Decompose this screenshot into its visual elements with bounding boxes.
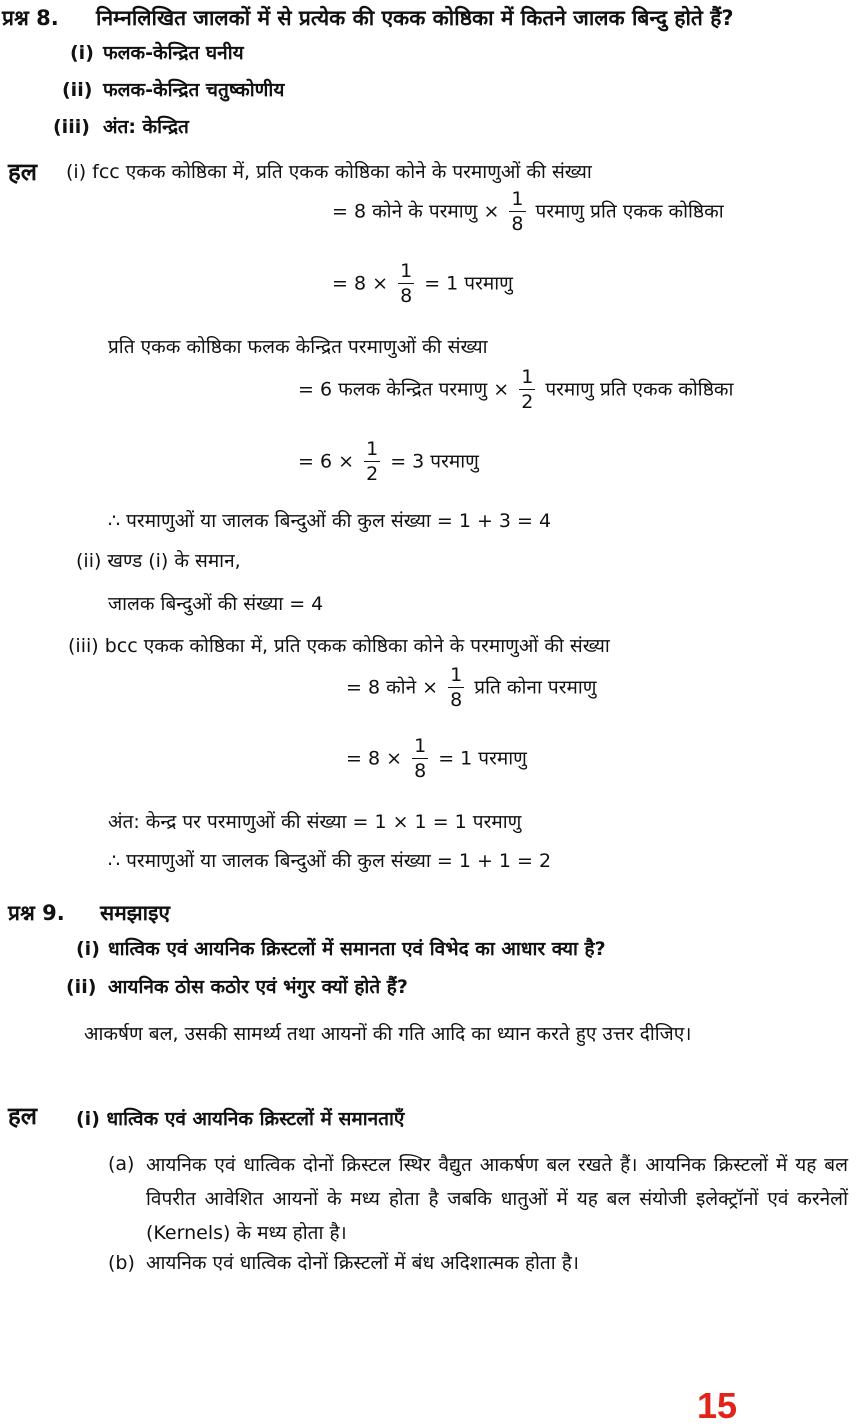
- fraction-num: 1: [521, 366, 534, 388]
- q9-text: समझाइए: [100, 901, 170, 925]
- sol9-label: हल: [8, 1102, 38, 1130]
- sol8-eq5: [346, 666, 597, 710]
- q9-label: प्रश्न 9.: [8, 901, 65, 925]
- sol9-a-num: (a): [108, 1153, 135, 1175]
- sol8-eq2-pre: = 8 ×: [332, 272, 389, 295]
- sol8-iii: (iii) bcc एकक कोष्ठिका में, प्रति एकक कोष्ठिका कोने के परमाणुओं की संख्या: [68, 635, 610, 657]
- fraction-num: 1: [511, 188, 524, 210]
- sol8-ii-result: जालक बिन्दुओं की संख्या = 4: [108, 593, 324, 615]
- q8-item-3-num: (iii): [53, 116, 90, 138]
- q8-text: निम्नलिखित जालकों में से प्रत्येक की एकक कोष्ठिका में कितने जालक बिन्दु होते हैं?: [96, 6, 734, 30]
- q9-item-2-num: (ii): [66, 976, 97, 998]
- q9-item-2: आयनिक ठोस कठोर एवं भंगुर क्यों होते हैं?: [108, 976, 408, 998]
- sol8-eq3: [298, 368, 733, 412]
- fraction: [448, 666, 464, 710]
- q8-item-2: फलक-केन्द्रित चतुष्कोणीय: [103, 79, 285, 101]
- fraction-den: 8: [450, 689, 463, 711]
- fraction-num: 1: [414, 735, 427, 757]
- fraction: [509, 190, 525, 234]
- sol8-total1: ∴ परमाणुओं या जालक बिन्दुओं की कुल संख्या = 1 + 3 = 4: [108, 510, 552, 532]
- fraction-den: 2: [521, 391, 534, 413]
- sol8-eq1-pre: = 8 कोने के परमाणु ×: [332, 200, 500, 223]
- sol8-eq1-post: परमाणु प्रति एकक कोष्ठिका: [535, 200, 724, 223]
- fraction-den: 8: [414, 760, 427, 782]
- fraction-den: 2: [366, 463, 379, 485]
- sol8-p2: प्रति एकक कोष्ठिका फलक केन्द्रित परमाणुओं की संख्या: [108, 336, 488, 358]
- q9-item-1-num: (i): [76, 938, 100, 960]
- fraction: [412, 737, 428, 781]
- sol8-eq2-post: = 1 परमाणु: [424, 272, 513, 295]
- fraction-num: 1: [366, 438, 379, 460]
- q8-item-2-num: (ii): [62, 79, 93, 101]
- sol8-eq5-post: प्रति कोना परमाणु: [474, 676, 597, 699]
- fraction-num: 1: [450, 664, 463, 686]
- q8-label: प्रश्न 8.: [2, 6, 59, 30]
- q9-item-1: धात्विक एवं आयनिक क्रिस्टलों में समानता एवं विभेद का आधार क्या है?: [108, 938, 606, 960]
- sol8-eq6: [346, 737, 527, 781]
- sol8-label: हल: [8, 158, 38, 186]
- sol9-a-text: आयनिक एवं धात्विक दोनों क्रिस्टल स्थिर वैद्युत आकर्षण बल रखते हैं। आयनिक क्रिस्टलों में यह बल विपरीत आवेशित आयनों के मध्य होता है जबकि धातुओं में यह बल संयोजी इलेक्ट्रॉनों एवं करनेलों (Kernels) के मध्य होता है।: [146, 1154, 848, 1244]
- sol9-b-num: (b): [108, 1252, 135, 1274]
- q8-item-1: फलक-केन्द्रित घनीय: [103, 42, 244, 64]
- q8-item-3: अंत: केन्द्रित: [103, 116, 189, 138]
- fraction: [398, 262, 414, 306]
- sol8-eq2: [332, 262, 513, 306]
- sol8-eq4-post: = 3 परमाणु: [390, 450, 479, 473]
- sol8-eq5-pre: = 8 कोने ×: [346, 676, 439, 699]
- sol8-eq4-pre: = 6 ×: [298, 450, 355, 473]
- sol8-eq3-post: परमाणु प्रति एकक कोष्ठिका: [545, 378, 734, 401]
- sol8-eq6-post: = 1 परमाणु: [438, 747, 527, 770]
- sol8-eq4: [298, 440, 479, 484]
- fraction-den: 8: [511, 213, 524, 235]
- sol8-eq6-pre: = 8 ×: [346, 747, 403, 770]
- sol8-p1: (i) fcc एकक कोष्ठिका में, प्रति एकक कोष्ठिका कोने के परमाणुओं की संख्या: [66, 161, 592, 183]
- sol9-heading: (i) धात्विक एवं आयनिक क्रिस्टलों में समानताएँ: [76, 1108, 405, 1130]
- q9-note: आकर्षण बल, उसकी सामर्थ्य तथा आयनों की गति आदि का ध्यान करते हुए उत्तर दीजिए।: [84, 1023, 692, 1045]
- fraction: [519, 368, 535, 412]
- fraction: [364, 440, 380, 484]
- sol8-eq3-pre: = 6 फलक केन्द्रित परमाणु ×: [298, 378, 510, 401]
- page-number: 15: [697, 1385, 738, 1426]
- q8-item-1-num: (i): [70, 42, 94, 64]
- fraction-num: 1: [400, 260, 413, 282]
- fraction-den: 8: [400, 285, 413, 307]
- sol8-eq1: [332, 190, 724, 234]
- sol8-ii: (ii) खण्ड (i) के समान,: [76, 550, 241, 572]
- sol8-body-center: अंत: केन्द्र पर परमाणुओं की संख्या = 1 × 1 = 1 परमाणु: [108, 811, 522, 833]
- sol8-total2: ∴ परमाणुओं या जालक बिन्दुओं की कुल संख्या = 1 + 1 = 2: [108, 850, 552, 872]
- sol9-b-text: आयनिक एवं धात्विक दोनों क्रिस्टलों में बंध अदिशात्मक होता है।: [146, 1252, 580, 1274]
